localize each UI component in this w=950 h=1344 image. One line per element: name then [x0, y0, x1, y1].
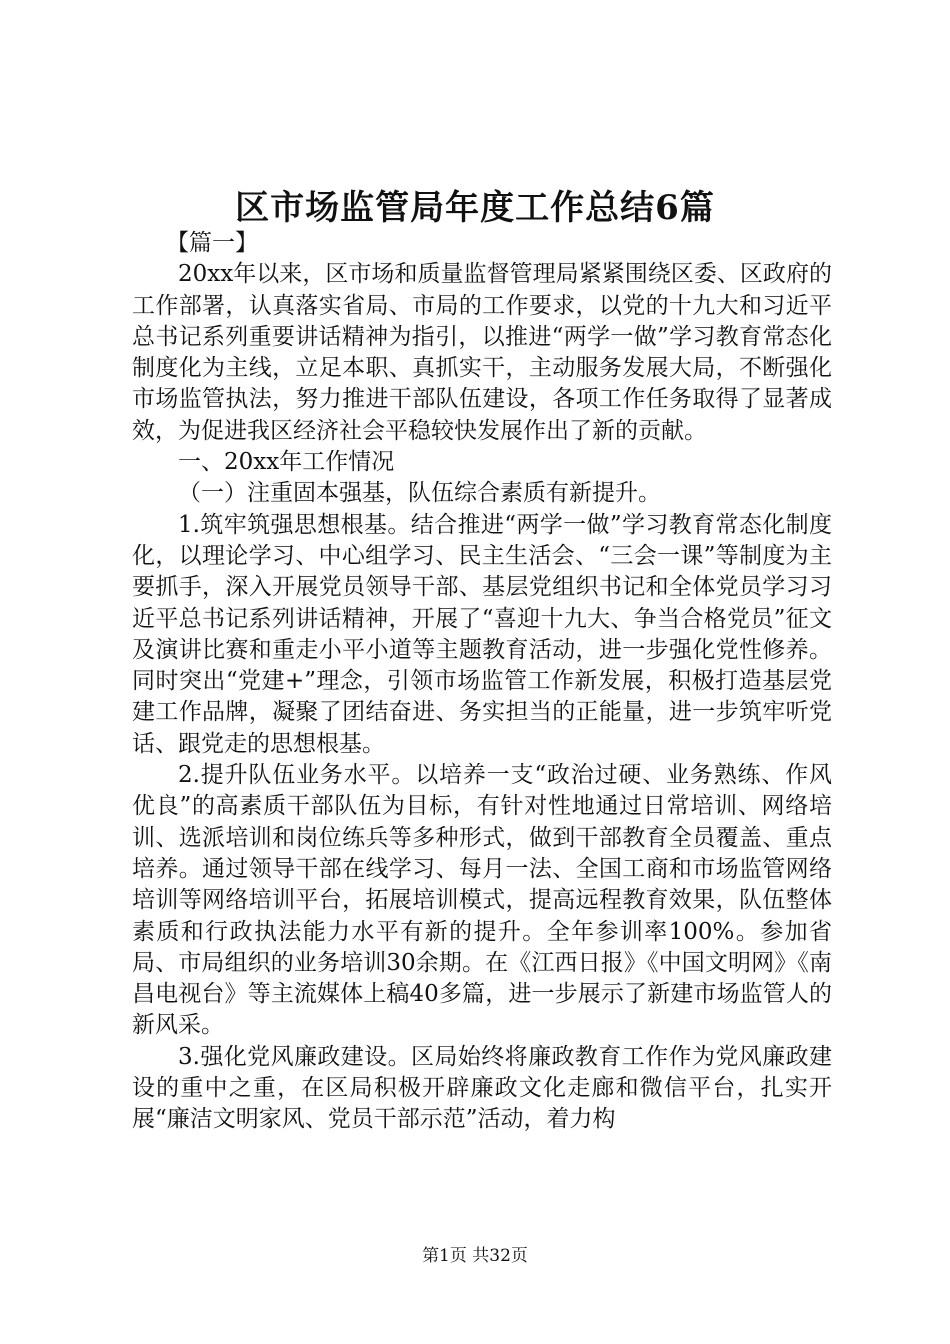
- section-tag: 【篇一】: [166, 230, 258, 256]
- document-title: 区市场监管局年度工作总结6篇: [235, 188, 715, 228]
- section-heading: 一、20xx年工作情况: [178, 449, 395, 476]
- document-body: [132, 228, 832, 1136]
- page-number: 第1页 共32页: [422, 1246, 528, 1266]
- paragraph-item-3: 3.强化党风廉政建设。区局始终将廉政教育工作作为党风廉政建设的重中之重，在区局积极开辟廉政文化走廊和微信平台，扎实开展“廉洁文明家风、党员干部示范”活动，着力构: [132, 1043, 832, 1133]
- paragraph-intro: 20xx年以来，区市场和质量监督管理局紧紧围绕区委、区政府的工作部署，认真落实省局、市局的工作要求，以党的十九大和习近平总书记系列重要讲话精神为指引，以推进“两学一做”学习教育常态化制度化为主线，立足本职、真抓实干，主动服务发展大局，不断强化市场监管执法，努力推进干部队伍建设，各项工作任务取得了显著成效，为促进我区经济社会平稳较快发展作出了新的贡献。: [132, 261, 832, 444]
- paragraph-item-1: 1.筑牢筑强思想根基。结合推进“两学一做”学习教育常态化制度化，以理论学习、中心组学习、民主生活会、“三会一课”等制度为主要抓手，深入开展党员领导干部、基层党组织书记和全体党员学习习近平总书记系列讲话精神，开展了“喜迎十九大、争当合格党员”征文及演讲比赛和重走小平小道等主题教育活动，进一步强化党性修养。同时突出“党建+”理念，引领市场监管工作新发展，积极打造基层党建工作品牌，凝聚了团结奋进、务实担当的正能量，进一步筑牢听党话、跟党走的思想根基。: [132, 511, 832, 757]
- paragraph-item-2: 2.提升队伍业务水平。以培养一支“政治过硬、业务熟练、作风优良”的高素质干部队伍为目标，有针对性地通过日常培训、网络培训、选派培训和岗位练兵等多种形式，做到干部教育全员覆盖、重点培养。通过领导干部在线学习、每月一法、全国工商和市场监管网络培训等网络培训平台，拓展培训模式，提高远程教育效果，队伍整体素质和行政执法能力水平有新的提升。全年参训率100%。参加省局、市局组织的业务培训30余期。在《江西日报》《中国文明网》《南昌电视台》等主流媒体上稿40多篇，进一步展示了新建市场监管人的新风采。: [132, 762, 832, 1039]
- subsection-heading: （一）注重固本强基，队伍综合素质有新提升。: [178, 480, 661, 507]
